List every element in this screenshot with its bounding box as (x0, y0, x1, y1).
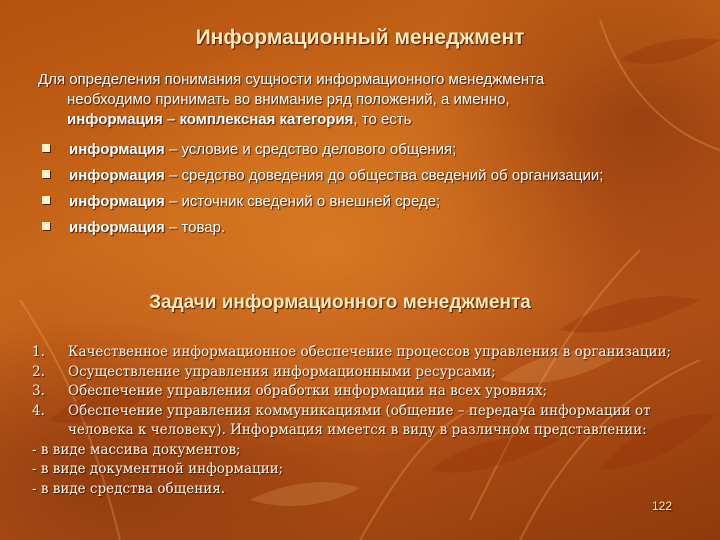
bullet-text: – товар. (164, 219, 226, 236)
intro-tail: , то есть (353, 111, 412, 128)
task-number: 3. (32, 383, 45, 399)
task-number: 4. (32, 402, 45, 419)
bullet-term: информация (69, 219, 165, 236)
bullet-term: информация (69, 193, 165, 210)
form-item: - в виде средства общения. (32, 480, 226, 497)
task-text: Качественное информационное обеспечение процессов управления в организации; (68, 344, 672, 360)
bullet-item (40, 140, 680, 160)
square-bullet-icon (42, 144, 50, 152)
bullet-item (40, 218, 680, 238)
intro-line-2-text: необходимо принимать во внимание ряд положений, а именно, (67, 91, 510, 108)
bullet-term: информация (69, 141, 165, 158)
bullet-list (40, 140, 680, 244)
intro-paragraph (38, 70, 678, 130)
page-number: 122 (652, 499, 673, 513)
square-bullet-icon (42, 170, 50, 178)
task-number: 2. (32, 363, 45, 380)
task-number: 1. (32, 344, 45, 360)
slide-title: Информационный менеджмент (195, 26, 525, 49)
bullet-text: – условие и средство делового общения; (164, 141, 457, 158)
intro-line-2 (38, 90, 678, 130)
intro-line-1: Для определения понимания сущности информационного менеджмента (38, 71, 545, 88)
form-item: - в виде массива документов; (32, 441, 241, 458)
bullet-term: информация (69, 167, 165, 184)
bullet-text: – средство доведения до общества сведений об организации; (164, 167, 604, 184)
intro-bold-term: информация – комплексная категория (67, 111, 354, 128)
square-bullet-icon (42, 222, 50, 230)
square-bullet-icon (42, 196, 50, 204)
bullet-item (40, 192, 680, 212)
section-subtitle: Задачи информационного менеджмента (149, 292, 531, 313)
task-item (32, 402, 702, 441)
bullet-item (40, 166, 680, 186)
task-item (32, 363, 702, 383)
task-text: Обеспечение управления обработки информации на всех уровнях; (68, 383, 548, 399)
form-item: - в виде документной информации; (32, 461, 284, 477)
task-text: Обеспечение управления коммуникациями (общение – передача информации от человека к человеку). Информация имеется в виду в различном представлении: (68, 402, 651, 438)
bullet-text: – источник сведений о внешней среде; (164, 193, 441, 210)
tasks-list (32, 343, 702, 499)
task-item (32, 343, 702, 363)
task-text: Осуществление управления информационными ресурсами; (68, 363, 496, 380)
task-item (32, 382, 702, 402)
